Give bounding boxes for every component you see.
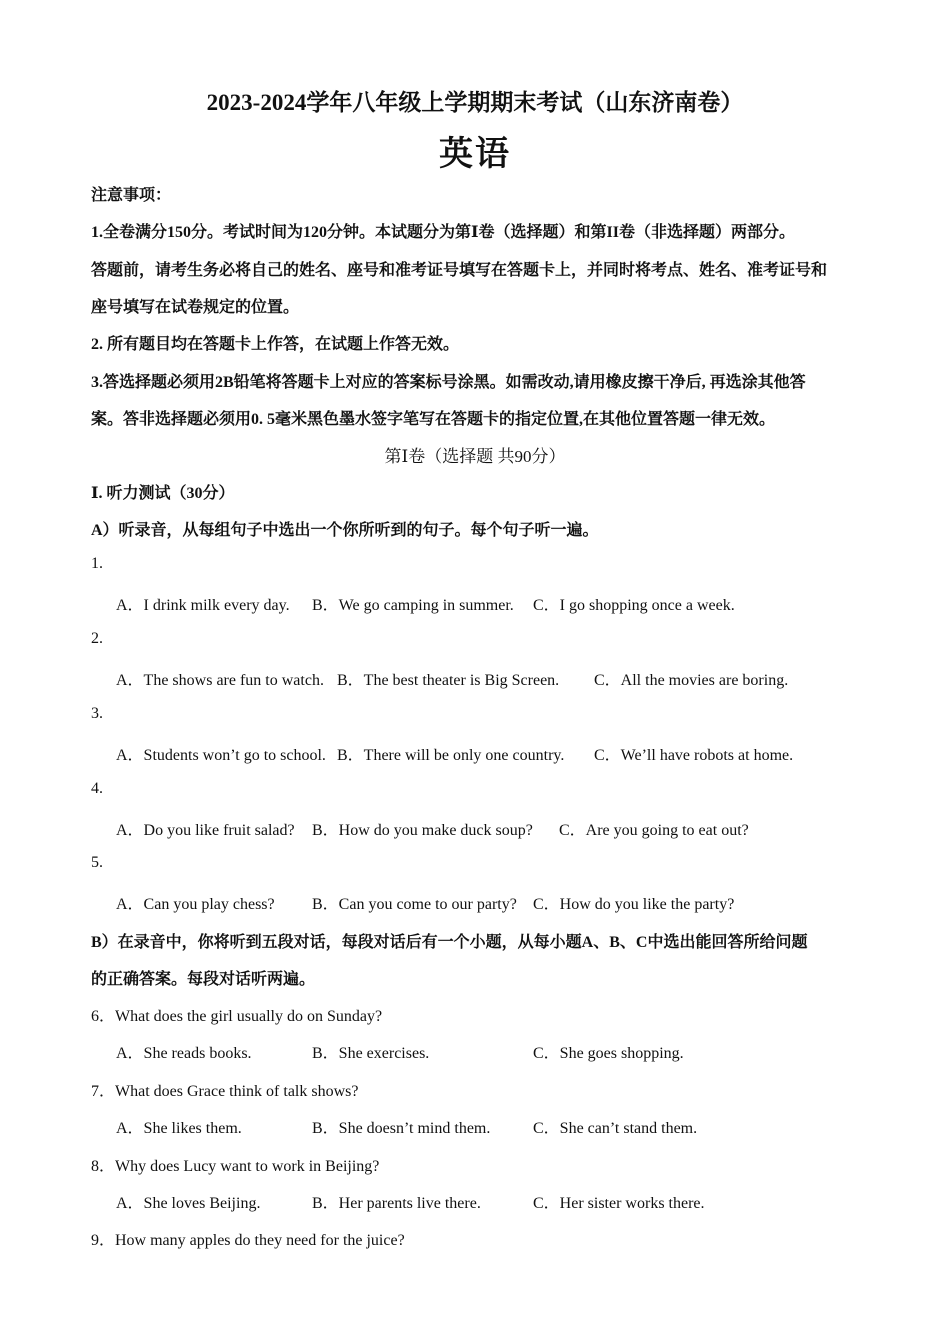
option-c: C．She can’t stand them.: [533, 1120, 698, 1137]
option-b: B．The best theater is Big Screen.: [337, 672, 560, 689]
question-number: 3.: [91, 705, 103, 722]
notice-line: 2. 所有题目均在答题卡上作答，在试题上作答无效。: [91, 336, 460, 353]
question-number: 4.: [91, 780, 103, 797]
option-b: B．Her parents live there.: [312, 1195, 481, 1212]
option-b: B．She doesn’t mind them.: [312, 1120, 491, 1137]
question-stem: 7．What does Grace think of talk shows?: [91, 1083, 359, 1100]
question-number: 5.: [91, 854, 103, 871]
page-title: 2023-2024学年八年级上学期期末考试（山东济南卷）: [206, 90, 744, 115]
option-c: C．All the movies are boring.: [594, 672, 789, 689]
option-c: C．She goes shopping.: [533, 1045, 684, 1062]
section-title: 第Ⅰ卷（选择题 共90分）: [384, 447, 566, 466]
subject-title: 英语: [439, 136, 511, 173]
option-b: B．How do you make duck soup?: [312, 822, 533, 839]
option-a: A．She reads books.: [116, 1045, 252, 1062]
option-a: A．Students won’t go to school.: [116, 747, 326, 764]
option-c: C．How do you like the party?: [533, 896, 735, 913]
part-b-instructions: 的正确答案。每段对话听两遍。: [91, 971, 316, 988]
notice-heading: 注意事项：: [91, 187, 172, 204]
question-stem: 8．Why does Lucy want to work in Beijing?: [91, 1158, 380, 1175]
question-number: 1.: [91, 555, 103, 572]
option-a: A．The shows are fun to watch.: [116, 672, 324, 689]
part-b-instructions: B）在录音中，你将听到五段对话，每段对话后有一个小题，从每小题A、B、C中选出能回答所给问题: [91, 934, 808, 951]
option-a: A．I drink milk every day.: [116, 597, 290, 614]
part-a-instructions: A）听录音，从每组句子中选出一个你所听到的句子。每个句子听一遍。: [91, 522, 599, 539]
option-a: A．She loves Beijing.: [116, 1195, 261, 1212]
notice-line: 座号填写在试卷规定的位置。: [91, 299, 300, 316]
option-c: C．I go shopping once a week.: [533, 597, 735, 614]
question-stem: 9．How many apples do they need for the juice?: [91, 1232, 405, 1249]
option-c: C．Her sister works there.: [533, 1195, 705, 1212]
question-number: 2.: [91, 630, 103, 647]
option-b: B．She exercises.: [312, 1045, 430, 1062]
question-stem: 6．What does the girl usually do on Sunday?: [91, 1008, 383, 1025]
notice-line: 3.答选择题必须用2B铅笔将答题卡上对应的答案标号涂黑。如需改动,请用橡皮擦干净后, 再选涂其他答: [91, 374, 806, 391]
option-b: B．Can you come to our party?: [312, 896, 517, 913]
notice-line: 1.全卷满分150分。考试时间为120分钟。本试题分为第Ⅰ卷（选择题）和第II卷（非选择题）两部分。: [91, 224, 795, 241]
notice-line: 答题前，请考生务必将自己的姓名、座号和准考证号填写在答题卡上，并同时将考点、姓名、准考证号和: [91, 262, 828, 279]
notice-line: 案。答非选择题必须用0. 5毫米黑色墨水签字笔写在答题卡的指定位置,在其他位置答题一律无效。: [91, 411, 776, 428]
option-c: C．Are you going to eat out?: [559, 822, 749, 839]
option-a: A．Can you play chess?: [116, 896, 275, 913]
part-heading: Ⅰ. 听力测试（30分）: [91, 485, 235, 502]
option-a: A．Do you like fruit salad?: [116, 822, 295, 839]
option-a: A．She likes them.: [116, 1120, 242, 1137]
option-b: B．We go camping in summer.: [312, 597, 514, 614]
option-c: C．We’ll have robots at home.: [594, 747, 794, 764]
option-b: B．There will be only one country.: [337, 747, 565, 764]
